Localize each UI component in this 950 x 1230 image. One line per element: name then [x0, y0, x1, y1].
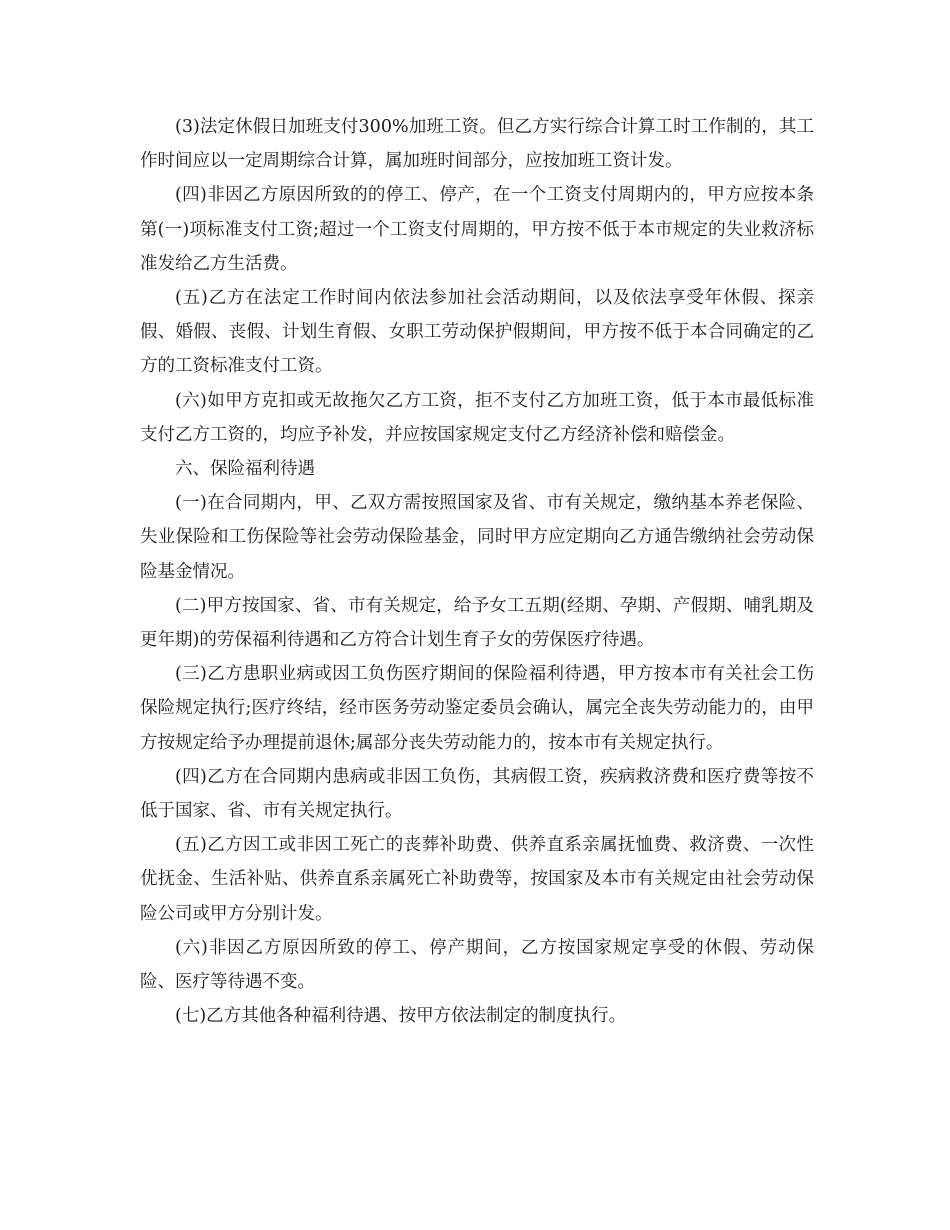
paragraph-social-insurance: (一)在合同期内，甲、乙双方需按照国家及省、市有关规定，缴纳基本养老保险、失业保险和工伤保险等社会劳动保险基金，同时甲方应定期向乙方通告缴纳社会劳动保险基金情况。 [140, 493, 814, 582]
paragraph-stoppage-benefits: (六)非因乙方原因所致的停工、停产期间，乙方按国家规定享受的休假、劳动保险、医疗等待遇不变。 [140, 937, 814, 993]
paragraph-death-benefits: (五)乙方因工或非因工死亡的丧葬补助费、供养直系亲属抚恤费、救济费、一次性优抚金、生活补贴、供养直系亲属死亡补助费等，按国家及本市有关规定由社会劳动保险公司或甲方分别计发。 [140, 835, 814, 924]
paragraph-other-benefits: (七)乙方其他各种福利待遇、按甲方依法制定的制度执行。 [175, 1006, 627, 1027]
section-heading-insurance-welfare: 六、保险福利待遇 [175, 459, 315, 480]
paragraph-female-workers: (二)甲方按国家、省、市有关规定，给予女工五期(经期、孕期、产假期、哺乳期及更年期)的劳保福利待遇和乙方符合计划生育子女的劳保医疗待遇。 [140, 595, 814, 651]
document-page [140, 110, 814, 1033]
paragraph-sick-leave: (四)乙方在合同期内患病或非因工负伤，其病假工资，疾病救济费和医疗费等按不低于国家、省、市有关规定执行。 [140, 766, 814, 822]
paragraph-work-stoppage: (四)非因乙方原因所致的的停工、停产，在一个工资支付周期内的，甲方应按本条第(一)项标准支付工资;超过一个工资支付周期的，甲方按不低于本市规定的失业救济标准发给乙方生活费。 [140, 185, 814, 274]
paragraph-overtime-holiday: (3)法定休假日加班支付300%加班工资。但乙方实行综合计算工时工作制的，其工作时间应以一定周期综合计算，属加班时间部分，应按加班工资计发。 [140, 117, 814, 172]
paragraph-social-activities: (五)乙方在法定工作时间内依法参加社会活动期间，以及依法享受年休假、探亲假、婚假、丧假、计划生育假、女职工劳动保护假期间，甲方按不低于本合同确定的乙方的工资标准支付工资。 [140, 288, 814, 377]
paragraph-occupational-disease: (三)乙方患职业病或因工负伤医疗期间的保险福利待遇，甲方按本市有关社会工伤保险规定执行;医疗终结，经市医务劳动鉴定委员会确认，属完全丧失劳动能力的，由甲方按规定给予办理提前退休;属部分丧失劳动能力的，按本市有关规定执行。 [140, 664, 814, 753]
paragraph-wage-arrears: (六)如甲方克扣或无故拖欠乙方工资，拒不支付乙方加班工资，低于本市最低标准支付乙方工资的，均应予补发，并应按国家规定支付乙方经济补偿和赔偿金。 [140, 390, 814, 445]
